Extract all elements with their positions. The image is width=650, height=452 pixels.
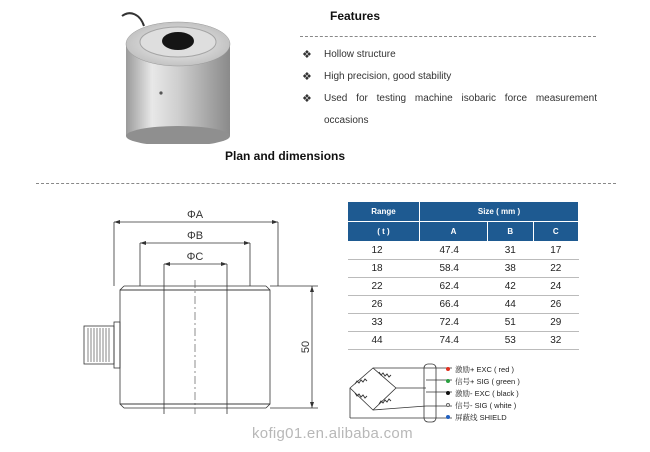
- b-cell: 51: [488, 314, 534, 332]
- wire-label: 屏蔽线 SHIELD: [455, 412, 507, 422]
- wire-item: [446, 411, 566, 423]
- range-cell: 22: [348, 278, 420, 296]
- a-cell: 72.4: [420, 314, 488, 332]
- feature-item: [302, 44, 597, 66]
- wire-label: 激励- EXC ( black ): [455, 388, 519, 398]
- dim-c-label: ΦC: [186, 251, 204, 263]
- watermark: kofig01.en.alibaba.com: [252, 425, 413, 442]
- col-a-header: A: [420, 222, 488, 242]
- product-photo: [100, 4, 250, 144]
- feature-text: Hollow structure: [324, 49, 396, 60]
- dimension-drawing: [70, 200, 340, 420]
- features-divider: [300, 36, 596, 37]
- dim-b-label: ΦB: [186, 230, 204, 242]
- range-cell: 33: [348, 314, 420, 332]
- height-label: 50: [300, 340, 312, 354]
- b-cell: 31: [488, 242, 534, 260]
- diamond-bullet-icon: ❖: [302, 49, 312, 61]
- table-row: [348, 332, 579, 350]
- a-cell: 58.4: [420, 260, 488, 278]
- dim-a-label: ΦA: [186, 209, 204, 221]
- wire-label: 激励+ EXC ( red ): [455, 364, 514, 374]
- wiring-diagram: [346, 358, 456, 430]
- feature-text: High precision, good stability: [324, 71, 452, 82]
- feature-text: Used for testing machine isobaric force measurement occasions: [324, 93, 597, 126]
- a-cell: 47.4: [420, 242, 488, 260]
- range-cell: 44: [348, 332, 420, 350]
- b-cell: 42: [488, 278, 534, 296]
- table-row: [348, 314, 579, 332]
- wiring-legend: [446, 363, 566, 423]
- a-cell: 74.4: [420, 332, 488, 350]
- c-cell: 22: [533, 260, 579, 278]
- wire-item: [446, 387, 566, 399]
- c-cell: 26: [533, 296, 579, 314]
- feature-item: [302, 66, 597, 88]
- wire-dot-icon: [446, 379, 450, 383]
- wire-dot-icon: [446, 415, 450, 419]
- a-cell: 62.4: [420, 278, 488, 296]
- wire-label: 信号- SIG ( white ): [455, 400, 517, 410]
- col-b-header: B: [488, 222, 534, 242]
- c-cell: 29: [533, 314, 579, 332]
- b-cell: 44: [488, 296, 534, 314]
- table-row: [348, 296, 579, 314]
- b-cell: 38: [488, 260, 534, 278]
- c-cell: 32: [533, 332, 579, 350]
- range-unit-header: ( t ): [348, 222, 420, 242]
- c-cell: 24: [533, 278, 579, 296]
- plan-divider: [36, 183, 616, 184]
- table-row: [348, 278, 579, 296]
- a-cell: 66.4: [420, 296, 488, 314]
- size-header: Size ( mm ): [420, 202, 579, 222]
- wire-dot-icon: [446, 403, 450, 407]
- table-row: [348, 260, 579, 278]
- diamond-bullet-icon: ❖: [302, 71, 312, 83]
- range-cell: 26: [348, 296, 420, 314]
- wire-dot-icon: [446, 391, 450, 395]
- diamond-bullet-icon: ❖: [302, 93, 312, 105]
- range-cell: 12: [348, 242, 420, 260]
- table-row: [348, 242, 579, 260]
- features-title: Features: [330, 9, 381, 23]
- range-header: Range: [348, 202, 420, 222]
- c-cell: 17: [533, 242, 579, 260]
- b-cell: 53: [488, 332, 534, 350]
- wire-item: [446, 399, 566, 411]
- wire-label: 信号+ SIG ( green ): [455, 376, 520, 386]
- size-table: [347, 201, 579, 350]
- wire-dot-icon: [446, 367, 450, 371]
- range-cell: 18: [348, 260, 420, 278]
- wire-item: [446, 375, 566, 387]
- col-c-header: C: [533, 222, 579, 242]
- wire-item: [446, 363, 566, 375]
- features-list: [302, 44, 597, 141]
- plan-title: Plan and dimensions: [225, 149, 346, 163]
- feature-item: [302, 88, 597, 132]
